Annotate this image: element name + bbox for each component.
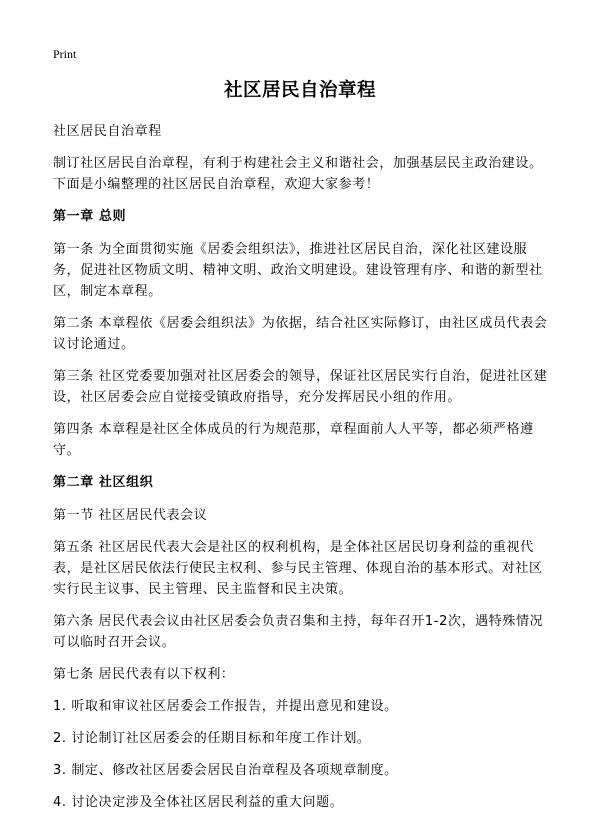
section-1-heading: 第一节 社区居民代表会议: [53, 508, 208, 523]
print-link[interactable]: Print: [53, 47, 77, 61]
intro-paragraph: 制订社区居民自治章程，有利于构建社会主义和谐社会，加强基层民主政治建设。下面是小编整理的社区居民自治章程，欢迎大家参考！: [53, 156, 543, 192]
article-7: 第七条 居民代表有以下权利：: [53, 667, 235, 682]
article-3: 第三条 社区党委要加强对社区居委会的领导，保证社区居民实行自治，促进社区建设，社区居委会应自觉接受镇政府指导，充分发挥居民小组的作用。: [53, 369, 548, 405]
article-1: 第一条 为全面贯彻实施《居委会组织法》，推进社区居民自治，深化社区建设服务，促进社区物质文明、精神文明、政治文明建设。建设管理有序、和谐的新型社区，制定本章程。: [53, 242, 543, 299]
rights-item-3: 3. 制定、修改社区居委会居民自治章程及各项规章制度。: [53, 763, 398, 778]
article-5: 第五条 社区居民代表大会是社区的权利机构，是全体社区居民切身利益的重视代表，是社区居民依法行使民主权利、参与民主管理、体现自治的基本形式。对社区实行民主议事、民主管理、民主监督和民主决策。: [53, 540, 543, 597]
article-6: 第六条 居民代表会议由社区居委会负责召集和主持，每年召开1-2次，遇特殊情况可以临时召开会议。: [53, 614, 544, 650]
chapter-1-heading: 第一章 总则: [53, 209, 127, 224]
document-subtitle: 社区居民自治章程: [53, 124, 162, 139]
page-title: 社区居民自治章程: [223, 80, 376, 101]
rights-item-1: 1. 听取和审议社区居委会工作报告，并提出意见和建设。: [53, 699, 398, 714]
article-4: 第四条 本章程是社区全体成员的行为规范那，章程面前人人平等，都必须严格遵守。: [53, 422, 534, 458]
rights-item-4: 4. 讨论决定涉及全体社区居民利益的重大问题。: [53, 795, 344, 810]
document-body: [53, 121, 550, 824]
chapter-2-heading: 第二章 社区组织: [53, 475, 154, 490]
article-2: 第二条 本章程依《居委会组织法》为依据，结合社区实际修订，由社区成员代表会议讨论通过。: [53, 316, 548, 352]
rights-item-2: 2. 讨论制订社区居委会的任期目标和年度工作计划。: [53, 731, 371, 746]
